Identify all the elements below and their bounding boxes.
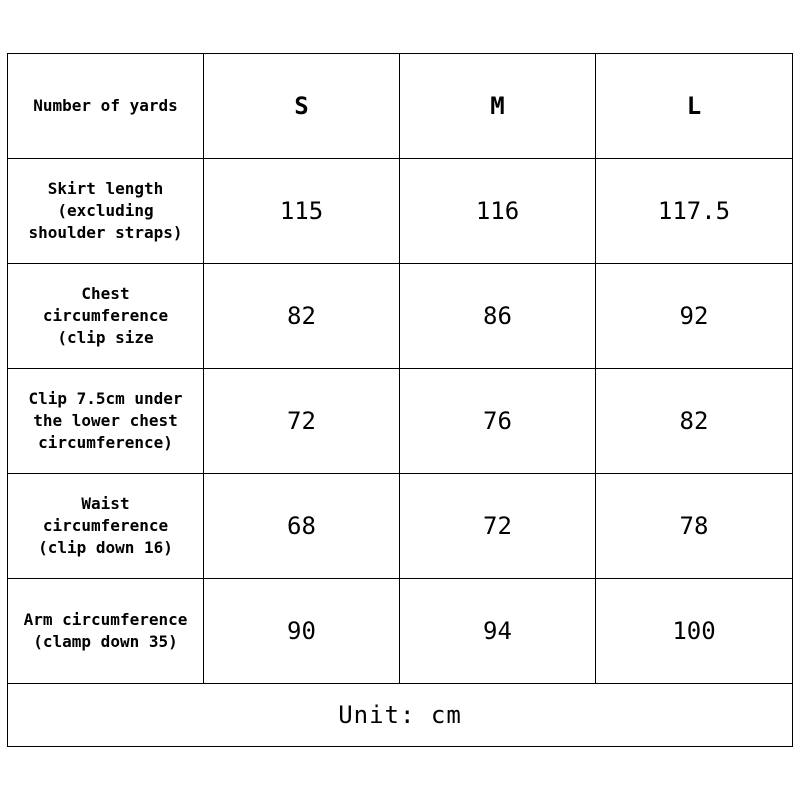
table-cell: 92	[596, 264, 793, 369]
table-row	[8, 159, 793, 264]
table-cell: 82	[204, 264, 400, 369]
table-cell: 115	[204, 159, 400, 264]
table-row	[8, 579, 793, 684]
row-label: Arm circumference (clamp down 35)	[8, 579, 204, 684]
size-chart-table	[7, 53, 793, 747]
table-cell: 78	[596, 474, 793, 579]
table-cell: 72	[400, 474, 596, 579]
size-header-s: S	[204, 54, 400, 159]
footer-row	[8, 684, 793, 747]
header-label: Number of yards	[8, 54, 204, 159]
table-row	[8, 264, 793, 369]
size-header-l: L	[596, 54, 793, 159]
table-cell: 76	[400, 369, 596, 474]
table-cell: 94	[400, 579, 596, 684]
table-cell: 100	[596, 579, 793, 684]
table-row	[8, 369, 793, 474]
row-label: Waist circumference (clip down 16)	[8, 474, 204, 579]
table-row	[8, 474, 793, 579]
header-row	[8, 54, 793, 159]
table-cell: 72	[204, 369, 400, 474]
table-cell: 68	[204, 474, 400, 579]
table-cell: 82	[596, 369, 793, 474]
row-label: Clip 7.5cm under the lower chest circumference)	[8, 369, 204, 474]
row-label: Skirt length (excluding shoulder straps)	[8, 159, 204, 264]
size-header-m: M	[400, 54, 596, 159]
table-cell: 116	[400, 159, 596, 264]
table-cell: 117.5	[596, 159, 793, 264]
row-label: Chest circumference (clip size	[8, 264, 204, 369]
table-cell: 90	[204, 579, 400, 684]
unit-note: Unit: cm	[8, 684, 793, 747]
table-cell: 86	[400, 264, 596, 369]
